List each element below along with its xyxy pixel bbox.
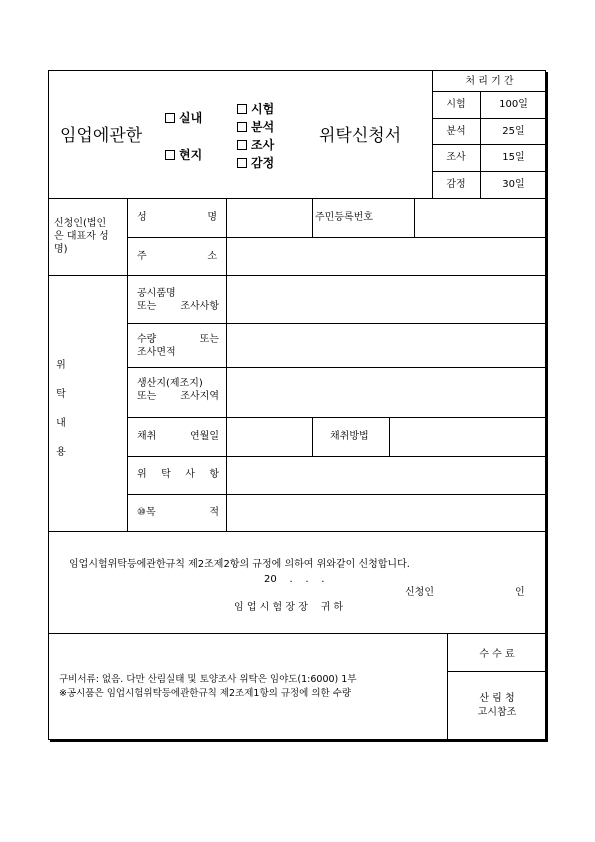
place-option-indoor[interactable]: 실내 [165, 109, 202, 127]
applicant-label: 신청인(법인 은 대표자 성 명) [54, 218, 109, 255]
period-value-survey: 15일 [502, 152, 525, 163]
checkbox-icon[interactable] [237, 140, 247, 150]
period-value-analysis: 25일 [502, 126, 525, 137]
item-label: 공시품명 또는 조사사항 [137, 288, 219, 312]
addressee: 임 업 시 험 장 장 귀 하 [234, 602, 344, 613]
item-field[interactable] [229, 278, 545, 323]
place-options [165, 109, 202, 127]
fee-value-line2: 고시참조 [477, 707, 517, 718]
service-option-test[interactable]: 시험 [237, 100, 274, 118]
name-label: 성 명 [137, 212, 217, 223]
seal-mark: 인 [515, 587, 525, 598]
checkbox-icon[interactable] [237, 104, 247, 114]
collection-date-label: 채취 연월일 [137, 431, 219, 442]
service-option-survey[interactable]: 조사 [237, 136, 274, 154]
declaration-text: 임업시험위탁등에관한규칙 제2조제2항의 규정에 의하여 위와같이 신청합니다. [69, 559, 410, 570]
checkbox-icon[interactable] [237, 158, 247, 168]
checkbox-icon[interactable] [165, 150, 175, 160]
service-option-analysis[interactable]: 분석 [237, 118, 274, 136]
period-label-test: 시험 [446, 99, 466, 110]
place-options-2 [165, 146, 202, 164]
service-option-appraisal[interactable]: 감정 [237, 154, 274, 172]
entrust-side-label: 위 탁 내 용 [56, 360, 66, 458]
quantity-field[interactable] [229, 326, 545, 367]
period-value-test: 100일 [499, 99, 528, 110]
period-heading: 처 리 기 간 [465, 76, 514, 87]
checkbox-icon[interactable] [165, 113, 175, 123]
place-option-field[interactable]: 현지 [165, 146, 202, 164]
form-title-left: 임업에관한 [60, 126, 143, 146]
fee-value-line1: 산 림 청 [479, 693, 515, 704]
collection-method-field[interactable] [392, 420, 546, 456]
origin-field[interactable] [229, 370, 545, 417]
form-title-right: 위탁신청서 [319, 126, 402, 146]
entrustment-application-form [48, 70, 546, 740]
name-field[interactable] [229, 201, 313, 237]
address-field[interactable] [229, 240, 545, 275]
resident-id-label: 주민등록번호 [315, 212, 373, 223]
period-label-appraisal: 감정 [446, 179, 466, 190]
service-options [237, 100, 274, 172]
period-value-appraisal: 30일 [502, 179, 525, 190]
signer-label: 신청인 [405, 587, 434, 598]
purpose-label: ⑩목 적 [137, 507, 219, 518]
required-documents: 구비서류: 없음. 다만 산림실태 및 토양조사 위탁은 임야도(1:6000) 1부 [59, 674, 357, 685]
address-label: 주 소 [137, 251, 217, 262]
fee-label: 수 수 료 [479, 649, 515, 660]
period-label-analysis: 분석 [446, 126, 466, 137]
entrust-matters-label: 위 탁 사 항 [137, 469, 219, 480]
period-label-survey: 조사 [446, 152, 466, 163]
declaration-date: 20 . . . [264, 574, 325, 585]
collection-date-field[interactable] [229, 420, 313, 456]
quantity-label: 수량 또는 조사면적 [137, 334, 219, 358]
entrust-matters-field[interactable] [229, 459, 545, 494]
checkbox-icon[interactable] [237, 122, 247, 132]
collection-method-label: 채취방법 [330, 431, 369, 442]
resident-id-field[interactable] [417, 201, 546, 237]
origin-label: 생산지(제조지) 또는 조사지역 [137, 378, 219, 402]
purpose-field[interactable] [229, 497, 545, 531]
quantity-note: ※공시품은 임업시험위탁등에관한규칙 제2조제1항의 규정에 의한 수량 [59, 688, 352, 699]
